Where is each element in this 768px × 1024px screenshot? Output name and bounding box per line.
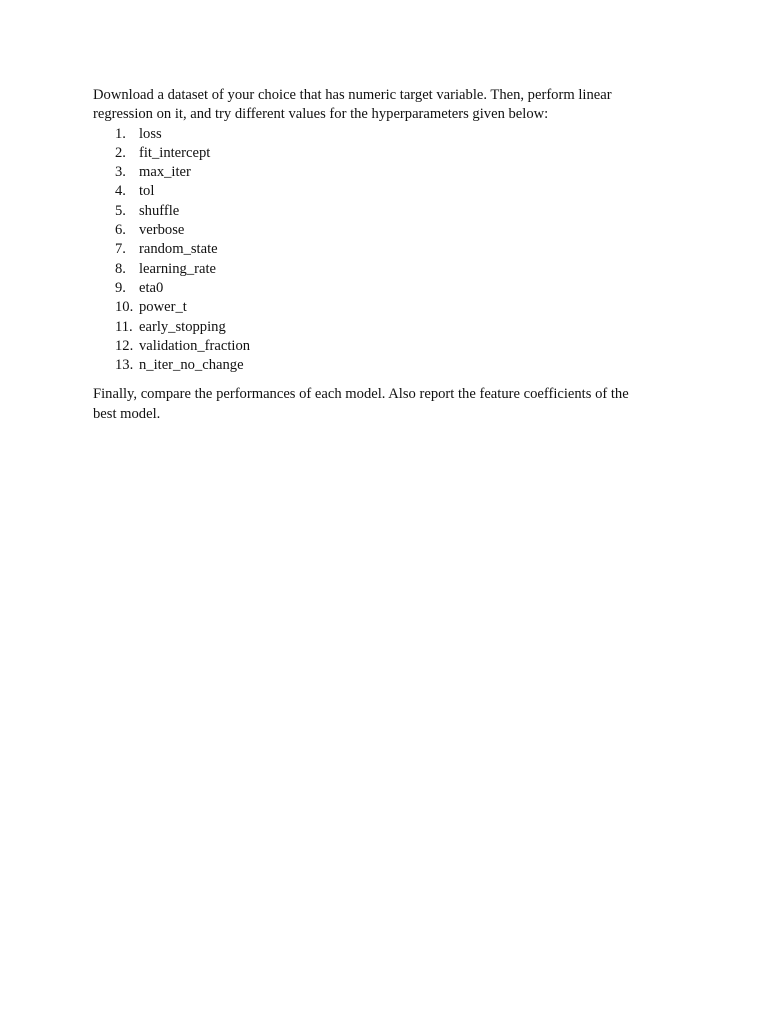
hyperparameter-name: max_iter [139, 164, 191, 181]
document-body [93, 86, 683, 424]
list-number: 10. [115, 299, 134, 316]
hyperparameter-name: eta0 [139, 279, 164, 296]
list-number: 1. [115, 125, 126, 142]
list-number: 9. [115, 279, 126, 296]
list-item [93, 125, 683, 144]
list-number: 6. [115, 222, 126, 239]
list-number: 3. [115, 164, 126, 181]
list-item [93, 279, 683, 298]
closing-paragraph [93, 385, 683, 424]
list-number: 4. [115, 183, 126, 200]
list-item [93, 318, 683, 337]
intro-paragraph [93, 86, 683, 125]
hyperparameter-name: power_t [139, 299, 187, 316]
list-number: 7. [115, 241, 126, 258]
list-item [93, 182, 683, 201]
hyperparameter-name: loss [139, 125, 162, 142]
list-item [93, 356, 683, 375]
list-number: 13. [115, 357, 134, 374]
intro-line-2: regression on it, and try different values for the hyperparameters given below: [93, 106, 549, 123]
hyperparameter-name: early_stopping [139, 318, 226, 335]
hyperparameter-list [93, 125, 683, 376]
closing-line-1: Finally, compare the performances of each model. Also report the feature coefficients of the [93, 386, 629, 403]
hyperparameter-name: fit_intercept [139, 144, 211, 161]
hyperparameter-name: tol [139, 183, 155, 200]
list-number: 2. [115, 144, 126, 161]
list-number: 5. [115, 202, 126, 219]
hyperparameter-name: n_iter_no_change [139, 357, 244, 374]
hyperparameter-name: random_state [139, 241, 218, 258]
list-item [93, 260, 683, 279]
list-item [93, 240, 683, 259]
hyperparameter-name: shuffle [139, 202, 180, 219]
list-number: 12. [115, 337, 134, 354]
closing-line-2: best model. [93, 405, 161, 422]
list-item [93, 144, 683, 163]
list-item [93, 202, 683, 221]
list-item [93, 298, 683, 317]
list-number: 11. [115, 318, 133, 335]
intro-line-1: Download a dataset of your choice that has numeric target variable. Then, perform linear [93, 87, 612, 103]
hyperparameter-name: validation_fraction [139, 337, 251, 354]
hyperparameter-name: learning_rate [139, 260, 216, 277]
list-item [93, 163, 683, 182]
hyperparameter-name: verbose [139, 222, 185, 239]
list-item [93, 337, 683, 356]
list-item [93, 221, 683, 240]
list-number: 8. [115, 260, 126, 277]
